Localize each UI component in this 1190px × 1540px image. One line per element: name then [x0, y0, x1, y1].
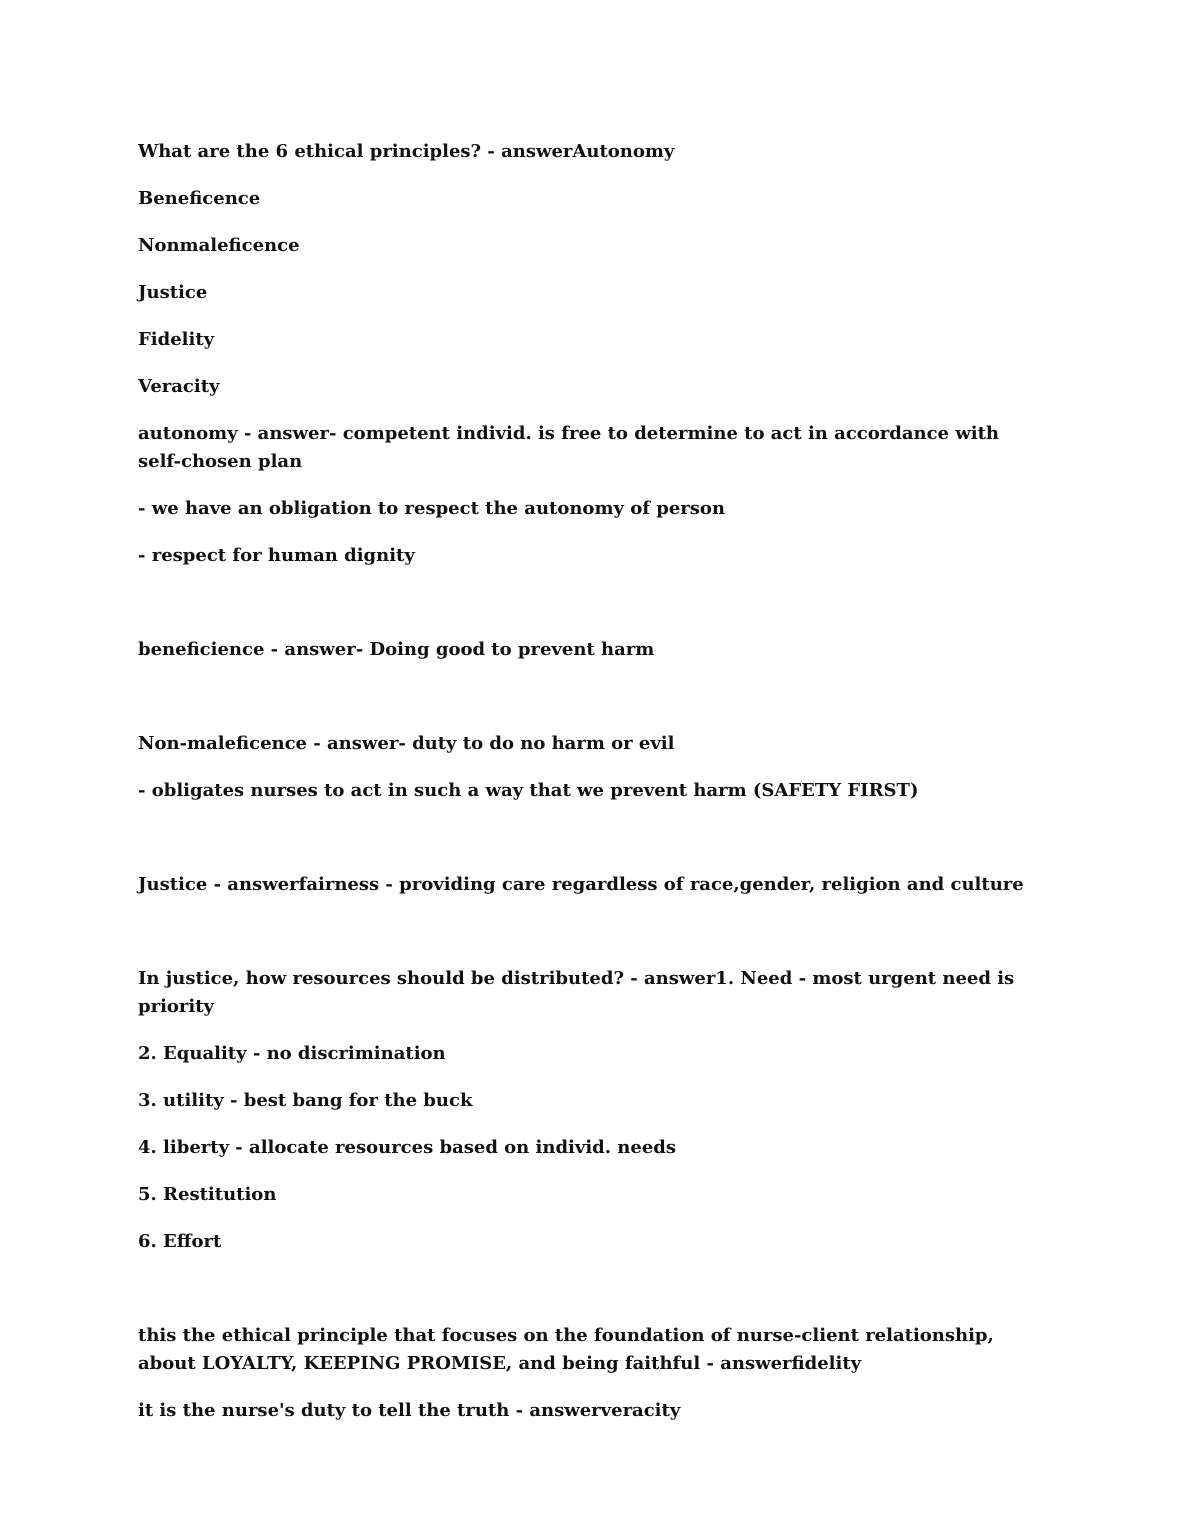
answer-line: Fidelity: [138, 329, 215, 350]
distribution-item: 5. Restitution: [138, 1184, 277, 1205]
distribution-item: 6. Effort: [138, 1231, 222, 1252]
autonomy-definition: autonomy - answer- competent individ. is free to determine to act in accordance with self-chosen plan: [138, 423, 999, 472]
document-content: [138, 138, 1038, 1444]
veracity-question: it is the nurse's duty to tell the truth - answerveracity: [138, 1400, 681, 1421]
answer-line: Nonmaleficence: [138, 235, 300, 256]
answer-line: Beneficence: [138, 188, 261, 209]
section-gap: [138, 683, 1038, 730]
autonomy-note: - we have an obligation to respect the autonomy of person: [138, 498, 725, 519]
distribution-item: 3. utility - best bang for the buck: [138, 1090, 473, 1111]
nonmaleficence-definition: Non-maleficence - answer- duty to do no harm or evil: [138, 733, 675, 754]
answer-line: Veracity: [138, 376, 220, 397]
answer-line: Justice: [138, 282, 208, 303]
fidelity-question: this the ethical principle that focuses on the foundation of nurse-client relationship, about LOYALTY, KEEPING PROMISE, and being faithful - answerfidelity: [138, 1325, 994, 1374]
autonomy-note: - respect for human dignity: [138, 545, 415, 566]
section-gap: [138, 918, 1038, 965]
question-ethical-principles: What are the 6 ethical principles? - answerAutonomy: [138, 141, 675, 162]
distribution-item: 2. Equality - no discrimination: [138, 1043, 446, 1064]
justice-definition: Justice - answerfairness - providing care regardless of race,gender, religion and culture: [138, 874, 1024, 895]
section-gap: [138, 1275, 1038, 1322]
resource-distribution-question: In justice, how resources should be distributed? - answer1. Need - most urgent need is priority: [138, 968, 1015, 1017]
nonmaleficence-note: - obligates nurses to act in such a way that we prevent harm (SAFETY FIRST): [138, 780, 919, 801]
section-gap: [138, 824, 1038, 871]
distribution-item: 4. liberty - allocate resources based on individ. needs: [138, 1137, 677, 1158]
section-gap: [138, 589, 1038, 636]
beneficence-definition: beneficience - answer- Doing good to prevent harm: [138, 639, 655, 660]
